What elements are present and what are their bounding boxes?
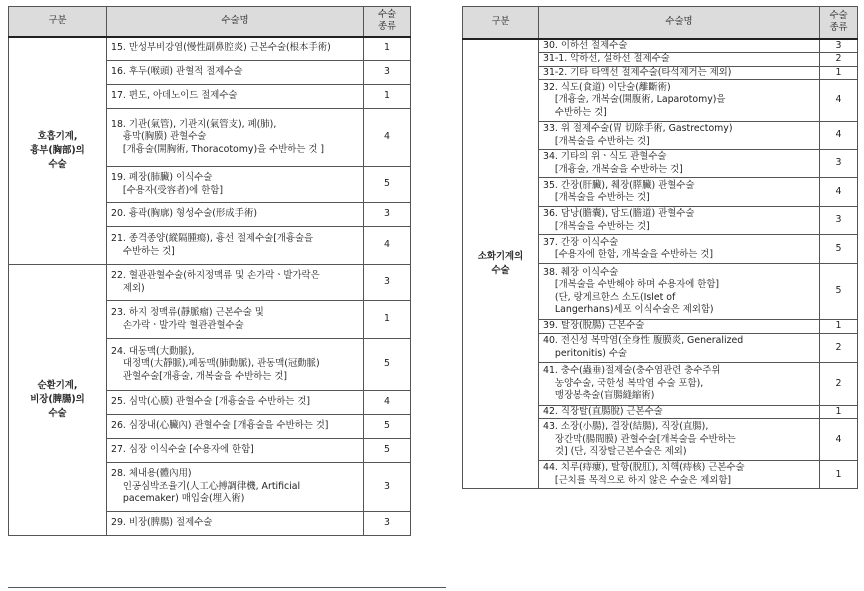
surgery-name-cell: 26. 심장내(心臟內) 관혈수술 [개흉술을 수반하는 것] (107, 415, 364, 439)
surgery-name-cell: 28. 체내용(體內用) 인공심박조율기(人工心搏調律機, Artificial pacemaker) 매입술(埋入術) (107, 463, 364, 512)
surgery-name-cell: 39. 탈장(脫腸) 근본수술 (539, 320, 820, 334)
surgery-name-cell: 40. 전신성 복막염(全身性 腹膜炎, Generalized peritonitis) 수술 (539, 333, 820, 362)
surgery-type-cell: 1 (820, 405, 858, 419)
category-cell: 호흡기계, 흉부(胸部)의 수술 (9, 37, 107, 265)
surgery-type-cell: 5 (820, 264, 858, 320)
surgery-name-cell: 30. 이하선 절제수술 (539, 39, 820, 53)
surgery-type-cell: 4 (820, 178, 858, 207)
surgery-type-cell: 1 (364, 37, 411, 61)
surgery-type-cell: 4 (820, 419, 858, 461)
surgery-type-cell: 5 (364, 439, 411, 463)
category-cell: 소화기계의 수술 (463, 39, 539, 489)
table-row (9, 265, 411, 301)
surgery-type-cell: 4 (820, 80, 858, 122)
surgery-name-cell: 31-2. 기타 타액선 절제수술(타석제거는 제외) (539, 66, 820, 80)
surgery-name-cell: 42. 직장탈(直腸脫) 근본수술 (539, 405, 820, 419)
surgery-type-cell: 1 (364, 85, 411, 109)
surgery-name-cell: 25. 심막(心膜) 관혈수술 [개흉술을 수반하는 것] (107, 391, 364, 415)
surgery-type-cell: 2 (820, 362, 858, 405)
surgery-type-cell: 4 (820, 122, 858, 150)
surgery-type-cell: 1 (820, 320, 858, 334)
surgery-name-cell: 33. 위 절제수술(胃 切除手術, Gastrectomy) [개복술을 수반하는 것] (539, 122, 820, 150)
category-cell: 순환기계, 비장(脾腸)의 수술 (9, 265, 107, 536)
surgery-name-cell: 19. 폐장(肺臟) 이식수술 [수용자(受容者)에 한함] (107, 167, 364, 203)
surgery-name-cell: 31-1. 악하선, 설하선 절제수술 (539, 53, 820, 67)
surgery-name-cell: 24. 대동맥(大動脈), 대정맥(大靜脈),폐동맥(肺動脈), 관동맥(冠動脈) 관혈수술[개흉술, 개복술을 수반하는 것] (107, 339, 364, 391)
surgery-type-cell: 1 (820, 66, 858, 80)
table-row (9, 37, 411, 61)
right-surgery-table (462, 6, 858, 489)
surgery-type-cell: 3 (364, 61, 411, 85)
surgery-type-cell: 3 (364, 463, 411, 512)
header-surgery-type: 수술 종류 (820, 7, 858, 39)
surgery-name-cell: 21. 종격종양(縱隔腫瘍), 흉선 절제수술[개흉술을 수반하는 것] (107, 227, 364, 265)
surgery-type-cell: 1 (364, 301, 411, 339)
header-surgery-type: 수술 종류 (364, 7, 411, 37)
surgery-type-cell: 2 (820, 53, 858, 67)
surgery-type-cell: 3 (364, 265, 411, 301)
surgery-name-cell: 20. 흉곽(胸廓) 형성수술(形成手術) (107, 203, 364, 227)
surgery-type-cell: 4 (364, 391, 411, 415)
surgery-name-cell: 41. 충수(蟲垂)절제술(충수염관련 충수주위 농양수술, 국한성 복막염 수술 포함), 맹장봉축술(盲腸縫縮術) (539, 362, 820, 405)
bottom-rule (8, 587, 446, 588)
surgery-type-cell: 5 (364, 339, 411, 391)
surgery-name-cell: 23. 하지 정맥류(靜脈瘤) 근본수술 및 손가락ㆍ발가락 혈관관혈수술 (107, 301, 364, 339)
surgery-type-cell: 4 (364, 227, 411, 265)
surgery-name-cell: 16. 후두(喉頭) 관혈적 절제수술 (107, 61, 364, 85)
surgery-type-cell: 3 (820, 150, 858, 178)
surgery-name-cell: 32. 식도(食道) 이단술(離斷術) [개흉술, 개복술(開腹術, Laparotomy)을 수반하는 것] (539, 80, 820, 122)
surgery-type-cell: 3 (364, 203, 411, 227)
surgery-name-cell: 34. 기타의 위ㆍ식도 관혈수술 [개흉술, 개복술을 수반하는 것] (539, 150, 820, 178)
surgery-name-cell: 38. 췌장 이식수술 [개복술을 수반해야 하며 수용자에 한함] (단, 랑게르한스 소도(Islet of Langerhans)세포 이식수술은 제외함) (539, 264, 820, 320)
surgery-type-cell: 5 (820, 235, 858, 264)
surgery-type-cell: 1 (820, 461, 858, 489)
surgery-type-cell: 5 (364, 167, 411, 203)
surgery-name-cell: 22. 혈관관혈수술(하지정맥류 및 손가락ㆍ발가락은 제외) (107, 265, 364, 301)
surgery-name-cell: 44. 치루(痔瘻), 탈항(脫肛), 치핵(痔核) 근본수술 [근치를 목적으로 하지 않은 수술은 제외함] (539, 461, 820, 489)
surgery-name-cell: 43. 소장(小腸), 결장(結腸), 직장(直腸), 장간막(腸間膜) 관혈수술[개복술을 수반하는 것] (단, 직장탈근본수술은 제외) (539, 419, 820, 461)
surgery-name-cell: 18. 기관(氣管), 기관지(氣管支), 폐(肺), 흉막(胸膜) 관혈수술 [개흉술(開胸術, Thoracotomy)을 수반하는 것 ] (107, 109, 364, 167)
surgery-name-cell: 17. 편도, 아데노이드 절제수술 (107, 85, 364, 109)
surgery-type-cell: 3 (820, 207, 858, 235)
surgery-type-cell: 5 (364, 415, 411, 439)
surgery-name-cell: 15. 만성부비강염(慢性副鼻腔炎) 근본수술(根本手術) (107, 37, 364, 61)
surgery-name-cell: 35. 간장(肝臟), 췌장(膵臟) 관혈수술 [개복술을 수반하는 것] (539, 178, 820, 207)
header-surgery-name: 수술명 (539, 7, 820, 39)
left-surgery-table (8, 6, 411, 536)
surgery-name-cell: 36. 담낭(膽囊), 담도(膽道) 관혈수술 [개복술을 수반하는 것] (539, 207, 820, 235)
surgery-type-cell: 3 (364, 512, 411, 536)
table-header-row (9, 7, 411, 37)
surgery-name-cell: 27. 심장 이식수술 [수용자에 한함] (107, 439, 364, 463)
surgery-name-cell: 29. 비장(脾腸) 절제수술 (107, 512, 364, 536)
surgery-type-cell: 3 (820, 39, 858, 53)
header-category: 구분 (463, 7, 539, 39)
header-surgery-name: 수술명 (107, 7, 364, 37)
surgery-name-cell: 37. 간장 이식수술 [수용자에 한함, 개복술을 수반하는 것] (539, 235, 820, 264)
table-header-row (463, 7, 858, 39)
surgery-type-cell: 4 (364, 109, 411, 167)
header-category: 구분 (9, 7, 107, 37)
surgery-type-cell: 2 (820, 333, 858, 362)
table-row (463, 39, 858, 53)
